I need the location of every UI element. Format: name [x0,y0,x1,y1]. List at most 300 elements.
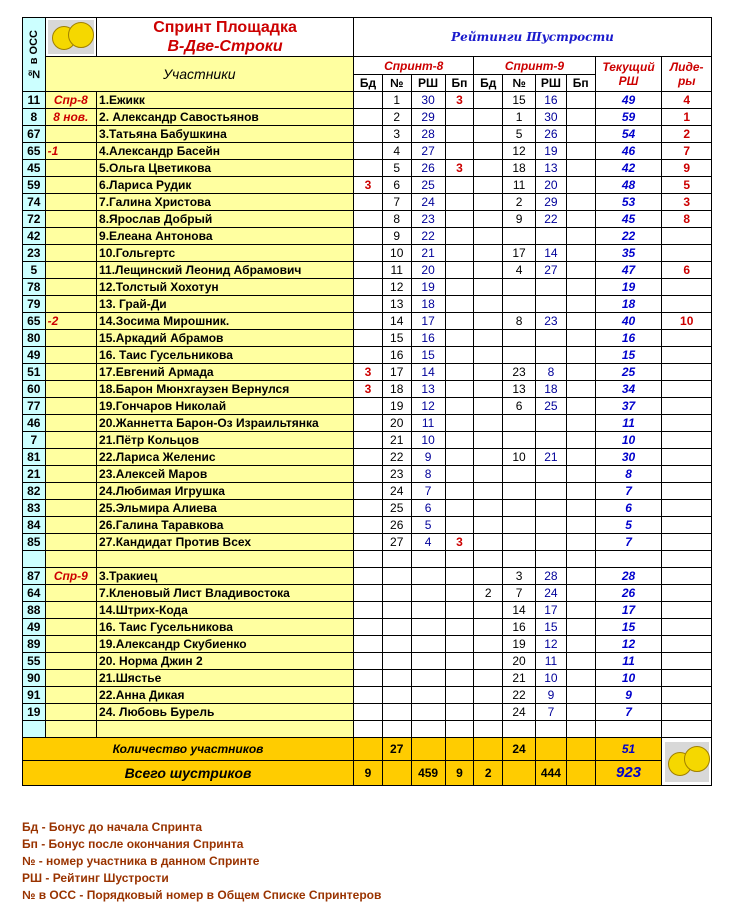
s9-number: 12 [503,143,536,160]
osc-cell: 49 [23,347,46,364]
current-rating: 15 [595,619,662,636]
s9-rating: 21 [536,449,567,466]
osc-cell: 81 [23,449,46,466]
s8-rating: 19 [411,279,445,296]
s8-bonus-before [354,279,383,296]
s9-bonus-before [474,517,503,534]
s9-bonus-before [474,364,503,381]
participant-name: 16. Таис Гусельникова [97,619,354,636]
s8-rating: 23 [411,211,445,228]
s9-bonus-before [474,670,503,687]
s9-number: 7 [503,585,536,602]
s9-rating [536,517,567,534]
s9-bonus-after [566,228,595,245]
leader-rank: 6 [662,262,712,279]
s9-bonus-after [566,568,595,585]
s8-rating [411,636,445,653]
sprint-mark [45,483,96,500]
leader-rank [662,602,712,619]
sprint-mark [45,449,96,466]
s8-number: 14 [382,313,411,330]
current-rating: 7 [595,704,662,721]
participant-name: 1.Ежикк [97,92,354,109]
s9-bonus-before [474,109,503,126]
s8-bonus-before [354,466,383,483]
s8-bonus-before [354,109,383,126]
current-rating: 34 [595,381,662,398]
participant-name: 3.Тракиец [97,568,354,585]
s8-rating: 7 [411,483,445,500]
osc-cell: 5 [23,262,46,279]
s8-bonus-after [445,670,474,687]
s9-rating: 24 [536,585,567,602]
osc-cell: 78 [23,279,46,296]
legend-bp: Бп - Бонус после окончания Спринта [22,837,244,851]
s8-bonus-after [445,194,474,211]
current-rating: 7 [595,483,662,500]
s8-bonus-before: 3 [354,381,383,398]
s9-rating [536,483,567,500]
s8-rating: 20 [411,262,445,279]
s9-bonus-before [474,415,503,432]
s9-number: 22 [503,687,536,704]
s8-number: 2 [382,109,411,126]
s8-rating [411,653,445,670]
sprint-mark: Спр-8 [45,92,96,109]
osc-cell: 49 [23,619,46,636]
s9-number [503,228,536,245]
sprint9-header: Спринт-9 [474,57,595,75]
smiley-pair-icon [48,20,94,54]
s9-number: 23 [503,364,536,381]
table-row [23,687,712,704]
current-rating: 22 [595,228,662,245]
s9-bonus-before [474,602,503,619]
s8-bonus-after [445,653,474,670]
s8-number: 9 [382,228,411,245]
s8-number [382,704,411,721]
osc-cell: 82 [23,483,46,500]
leader-rank [662,415,712,432]
current-rating: 37 [595,398,662,415]
sprint-mark [45,500,96,517]
sprint-mark [45,432,96,449]
s9-bonus-after [566,585,595,602]
participant-name: 19.Александр Скубиенко [97,636,354,653]
table-row [23,126,712,143]
s8-bonus-after [445,262,474,279]
s8-number: 18 [382,381,411,398]
s8-number: 22 [382,449,411,466]
s8-number: 24 [382,483,411,500]
osc-cell: 59 [23,177,46,194]
s8-rating: 22 [411,228,445,245]
s8-rating: 4 [411,534,445,551]
s8-number: 4 [382,143,411,160]
participant-name: 10.Гольгертс [97,245,354,262]
s9-bonus-after [566,194,595,211]
s9-rating [536,330,567,347]
participant-name: 26.Галина Таравкова [97,517,354,534]
s8-rating [411,687,445,704]
s8-number: 5 [382,160,411,177]
leader-rank: 1 [662,109,712,126]
s9-bonus-before [474,143,503,160]
table-row [23,619,712,636]
s8-bonus-before [354,704,383,721]
s8-bonus-before [354,415,383,432]
s9-rating: 23 [536,313,567,330]
current-rating [595,721,662,738]
total-s9-rsh: 444 [536,761,567,786]
osc-cell: 55 [23,653,46,670]
sprint-mark [45,126,96,143]
table-row [23,636,712,653]
s8-bonus-before [354,211,383,228]
osc-cell: 67 [23,126,46,143]
s9-number [503,279,536,296]
leader-rank: 9 [662,160,712,177]
s9-bonus-after [566,330,595,347]
s8-number [382,636,411,653]
s9-bonus-before [474,211,503,228]
participant-name: 20. Норма Джин 2 [97,653,354,670]
participant-name: 9.Елеана Антонова [97,228,354,245]
s9-bonus-after [566,602,595,619]
participant-name: 22.Анна Дикая [97,687,354,704]
s8-number: 19 [382,398,411,415]
sprint-mark [45,177,96,194]
s8-bonus-before [354,228,383,245]
s9-bonus-before [474,194,503,211]
current-rating [595,551,662,568]
total-s8-bd: 9 [354,761,383,786]
s9-bonus-before [474,636,503,653]
s8-bonus-after [445,517,474,534]
rating-table [22,17,712,786]
s9-number [503,432,536,449]
s9-rating: 17 [536,602,567,619]
s9-rating: 10 [536,670,567,687]
s9-number: 4 [503,262,536,279]
table-row [23,245,712,262]
osc-cell: 65 [23,313,46,330]
table-row [23,143,712,160]
s8-number [382,653,411,670]
s8-bonus-after [445,347,474,364]
sprint-mark [45,653,96,670]
osc-cell: 65 [23,143,46,160]
s8-bonus-before [354,602,383,619]
sprint-mark: -1 [45,143,96,160]
table-row [23,330,712,347]
s9-bonus-before [474,500,503,517]
s8-number: 21 [382,432,411,449]
table-row [23,177,712,194]
s8-bonus-before [354,245,383,262]
s8-number: 15 [382,330,411,347]
s9-number: 16 [503,619,536,636]
s9-bonus-after [566,687,595,704]
participant-name: 8.Ярослав Добрый [97,211,354,228]
current-rating: 5 [595,517,662,534]
s8-bonus-after [445,381,474,398]
s8-bonus-after [445,636,474,653]
s8-rating [411,602,445,619]
s8-bonus-before [354,449,383,466]
s9-number: 11 [503,177,536,194]
sprint-mark [45,670,96,687]
osc-cell: 83 [23,500,46,517]
s9-rating [536,296,567,313]
s9-rating: 14 [536,245,567,262]
leader-rank: 4 [662,92,712,109]
current-rating: 45 [595,211,662,228]
s8-bonus-after [445,296,474,313]
s8-rating: 28 [411,126,445,143]
sprint-mark [45,381,96,398]
leader-rank [662,653,712,670]
s9-bonus-after [566,636,595,653]
count-label: Количество участников [23,738,354,761]
s8-number [382,551,411,568]
participant-name: 19.Гончаров Николай [97,398,354,415]
osc-cell: 80 [23,330,46,347]
s9-rating [536,500,567,517]
osc-cell: 88 [23,602,46,619]
s8-rsh-header: РШ [411,75,445,92]
sprint-mark [45,466,96,483]
s8-rating: 8 [411,466,445,483]
s8-number [382,687,411,704]
leader-rank [662,585,712,602]
sprint-mark [45,636,96,653]
table-row [23,704,712,721]
s9-bonus-before [474,313,503,330]
s8-bonus-after [445,704,474,721]
table-row [23,432,712,449]
s9-rating: 7 [536,704,567,721]
sprint-mark [45,211,96,228]
s9-bonus-after [566,721,595,738]
leader-rank [662,228,712,245]
s9-bonus-after [566,313,595,330]
s8-bonus-after: 3 [445,92,474,109]
s8-bonus-after: 3 [445,160,474,177]
current-rating: 10 [595,432,662,449]
s9-bonus-after [566,109,595,126]
s9-bonus-after [566,500,595,517]
s9-number [503,517,536,534]
s9-bonus-before [474,721,503,738]
s9-rating: 30 [536,109,567,126]
s9-number: 3 [503,568,536,585]
s8-number: 20 [382,415,411,432]
table-row [23,602,712,619]
s8-bonus-before [354,568,383,585]
s8-rating: 5 [411,517,445,534]
current-rating: 9 [595,687,662,704]
s8-rating: 21 [411,245,445,262]
s8-bonus-before [354,347,383,364]
s9-number: 17 [503,245,536,262]
participant-name: 23.Алексей Маров [97,466,354,483]
current-rating: 17 [595,602,662,619]
s9-number: 19 [503,636,536,653]
participant-name: 24. Любовь Бурель [97,704,354,721]
s9-rating [536,415,567,432]
s8-number: 13 [382,296,411,313]
current-rating: 40 [595,313,662,330]
s9-bonus-before [474,381,503,398]
s9-number [503,721,536,738]
s9-number: 6 [503,398,536,415]
current-rating: 25 [595,364,662,381]
s9-bonus-before [474,466,503,483]
osc-cell: 46 [23,415,46,432]
s9-bonus-before [474,687,503,704]
sprint-mark: -2 [45,313,96,330]
s9-bonus-after [566,364,595,381]
s9-rating: 11 [536,653,567,670]
s8-rating [411,585,445,602]
s8-number: 6 [382,177,411,194]
osc-cell: 45 [23,160,46,177]
s9-bonus-before [474,432,503,449]
s8-bonus-before [354,296,383,313]
s9-number [503,483,536,500]
s8-bonus-before [354,585,383,602]
legend-rsh: РШ - Рейтинг Шустрости [22,871,169,885]
participant-name: 7.Галина Христова [97,194,354,211]
s9-rating [536,228,567,245]
s8-rating: 6 [411,500,445,517]
s8-bonus-before [354,500,383,517]
s9-number: 5 [503,126,536,143]
s9-rating: 18 [536,381,567,398]
current-rating: 35 [595,245,662,262]
table-row [23,517,712,534]
leader-rank [662,330,712,347]
sprint-mark [45,585,96,602]
total-s8-bp: 9 [445,761,474,786]
table-row [23,568,712,585]
leader-rank [662,636,712,653]
s9-bonus-after [566,619,595,636]
s9-rating: 28 [536,568,567,585]
participant-name: 20.Жаннетта Барон-Оз Израильтянка [97,415,354,432]
leader-rank: 8 [662,211,712,228]
sprint-mark [45,704,96,721]
table-row [23,109,712,126]
participant-name: 24.Любимая Игрушка [97,483,354,500]
leader-rank: 7 [662,143,712,160]
leaders-header: Лиде-ры [662,57,712,92]
leader-rank: 2 [662,126,712,143]
legend-bd: Бд - Бонус до начала Спринта [22,820,203,834]
s9-rating: 19 [536,143,567,160]
s9-bonus-before [474,653,503,670]
table-row [23,721,712,738]
s9-number [503,330,536,347]
s8-rating: 17 [411,313,445,330]
sprint-mark [45,551,96,568]
s8-number [382,602,411,619]
s9-number: 20 [503,653,536,670]
s9-number [503,296,536,313]
page-title: Рейтинги Шустрости [354,18,712,57]
s9-bonus-after [566,347,595,364]
s9-bonus-after [566,670,595,687]
s9-rating: 29 [536,194,567,211]
table-row [23,381,712,398]
participant-name: 13. Грай-Ди [97,296,354,313]
s9-bonus-before [474,483,503,500]
osc-cell: 60 [23,381,46,398]
s9-number: 14 [503,602,536,619]
s8-number: 17 [382,364,411,381]
current-rating: 28 [595,568,662,585]
s8-rating: 29 [411,109,445,126]
leader-rank [662,551,712,568]
participant-name: 12.Толстый Хохотун [97,279,354,296]
leader-rank [662,466,712,483]
current-rating: 42 [595,160,662,177]
s8-bonus-after [445,619,474,636]
s9-bonus-before [474,347,503,364]
s9-rsh-header: РШ [536,75,567,92]
s9-number: 15 [503,92,536,109]
leader-rank [662,721,712,738]
current-rating: 18 [595,296,662,313]
participants-header: Участники [45,57,353,92]
s8-rating: 26 [411,160,445,177]
participant-name: 4.Александр Басейн [97,143,354,160]
osc-header: № в ОСС [23,18,46,92]
current-rating: 19 [595,279,662,296]
s9-rating: 27 [536,262,567,279]
s8-number: 10 [382,245,411,262]
smiley-pair-icon [665,742,709,782]
s9-bonus-after [566,704,595,721]
s9-bonus-after [566,296,595,313]
leader-rank [662,398,712,415]
s8-rating [411,568,445,585]
table-row [23,483,712,500]
table-row [23,160,712,177]
current-rating: 48 [595,177,662,194]
leader-rank [662,449,712,466]
s8-bonus-after [445,500,474,517]
table-row [23,551,712,568]
s8-number [382,568,411,585]
s8-bonus-after [445,687,474,704]
participant-name: 17.Евгений Армада [97,364,354,381]
s9-bonus-after [566,466,595,483]
s9-number: 1 [503,109,536,126]
s8-bonus-before [354,330,383,347]
s8-number: 3 [382,126,411,143]
site-title: Спринт Площадка В-Две-Строки [97,18,354,57]
s9-number [503,500,536,517]
count-current: 51 [595,738,662,761]
s9-bonus-before [474,228,503,245]
sprint-mark [45,687,96,704]
s9-number [503,347,536,364]
s9-rating: 25 [536,398,567,415]
participant-name: 21.Шястье [97,670,354,687]
s9-number: 21 [503,670,536,687]
